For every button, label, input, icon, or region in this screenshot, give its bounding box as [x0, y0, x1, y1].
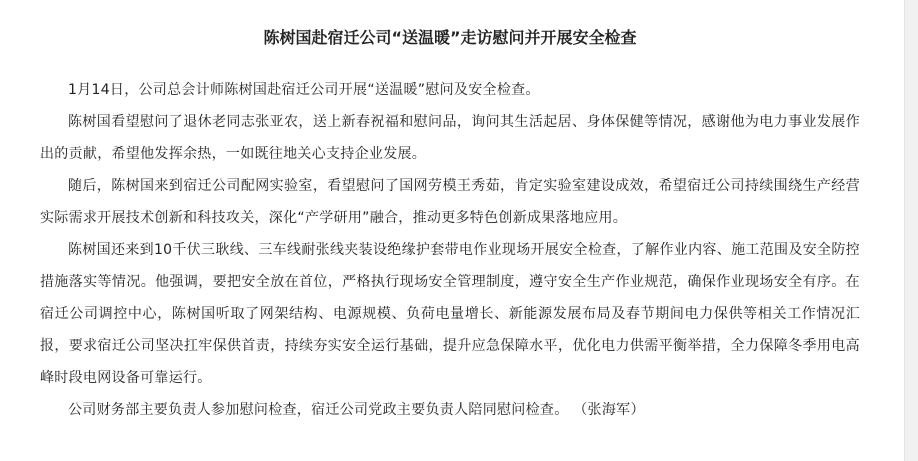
paragraph-5: 公司财务部主要负责人参加慰问检查，宿迁公司党政主要负责人陪同慰问检查。 （张海军） [68, 402, 645, 418]
paragraph-1: 1月14日，公司总会计师陈树国赴宿迁公司开展“送温暖”慰问及安全检查。 [68, 82, 540, 98]
article-title: 陈树国赴宿迁公司“送温暖”走访慰问并开展安全检查 [263, 28, 637, 47]
paragraph-2: 陈树国看望慰问了退休老同志张亚农，送上新春祝福和慰问品，询问其生活起居、身体保健等情况，感谢他为电力事业发展作出的贡献，希望他发挥余热，一如既往地关心支持企业发展。 [40, 114, 860, 162]
article [40, 0, 860, 426]
paragraph-4: 陈树国还来到10千伏三耿线、三车线耐张线夹装设绝缘护套带电作业现场开展安全检查，了解作业内容、施工范围及安全防控措施落实等情况。他强调，要把安全放在首位，严格执行现场安全管理制度，遵守安全生产作业规范，确保作业现场安全有序。在宿迁公司调控中心，陈树国听取了网架结构、电源规模、负荷电量增长、新能源发展布局及春节期间电力保供等相关工作情况汇报，要求宿迁公司坚决扛牢保供首责，持续夯实安全运行基础，提升应急保障水平，优化电力供需平衡举措，全力保障冬季用电高峰时段电网设备可靠运行。 [40, 242, 860, 386]
scrollbar[interactable] [904, 0, 918, 461]
paragraph-3: 随后，陈树国来到宿迁公司配网实验室，看望慰问了国网劳模王秀茹，肯定实验室建设成效，希望宿迁公司持续围绕生产经营实际需求开展技术创新和科技攻关，深化“产学研用”融合，推动更多特色创新成果落地应用。 [40, 178, 860, 226]
